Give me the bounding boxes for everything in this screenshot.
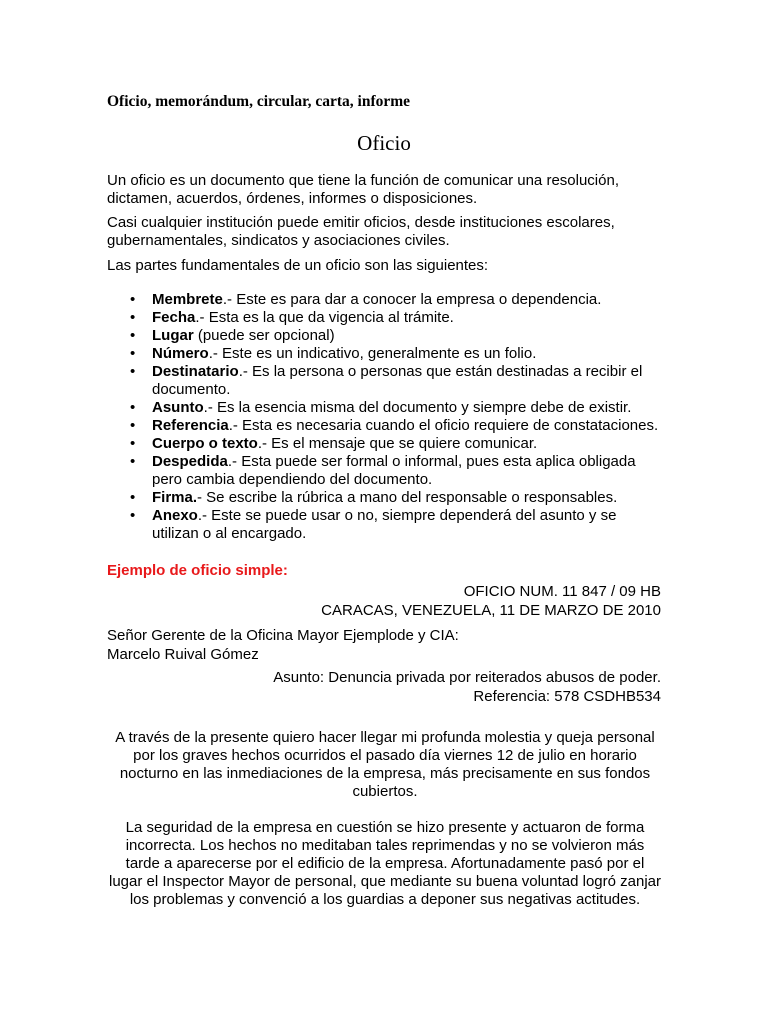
list-item	[107, 327, 667, 345]
recipient-block	[107, 627, 459, 664]
text-line: los problemas y convenció a los guardias a deponer sus negativas actitudes.	[129, 891, 641, 908]
part-description: .- Esta es la que da vigencia al trámite.	[195, 309, 454, 326]
text-line: por los graves hechos ocurridos el pasado día viernes 12 de julio en horario	[133, 747, 637, 764]
bullet-icon: •	[130, 345, 136, 362]
part-description: .- Es la esencia misma del documento y siempre debe de existir.	[203, 399, 632, 416]
part-description: (puede ser opcional)	[193, 327, 335, 344]
text-line: incorrecta. Los hechos no meditaban tales reprimendas y no se volvieron más	[125, 837, 645, 854]
list-item	[107, 291, 667, 309]
part-description: .- Este es un indicativo, generalmente es un folio.	[208, 345, 537, 362]
part-term: Despedida	[152, 453, 228, 470]
recipient-title: Señor Gerente de la Oficina Mayor Ejemplode y CIA:	[107, 627, 459, 644]
text-line: dictamen, acuerdos, órdenes, informes o disposiciones.	[107, 190, 478, 207]
part-term: Anexo	[152, 507, 198, 524]
letter-body-paragraph-1	[104, 729, 666, 801]
part-term: Cuerpo o texto	[152, 435, 258, 452]
text-line: A través de la presente quiero hacer llegar mi profunda molestia y queja personal	[115, 729, 655, 746]
text-line: nocturno en las inmediaciones de la empresa, más precisamente en sus fondos	[119, 765, 651, 782]
subject-line: Asunto: Denuncia privada por reiterados abusos de poder.	[273, 669, 661, 686]
list-item	[107, 489, 667, 507]
letter-header	[321, 583, 661, 620]
list-item	[107, 507, 667, 543]
bullet-icon: •	[130, 489, 136, 506]
part-description: .- Es el mensaje que se quiere comunicar.	[257, 435, 538, 452]
document-heading: Oficio, memorándum, circular, carta, informe	[107, 93, 411, 110]
reference-line: Referencia: 578 CSDHB534	[473, 687, 661, 705]
part-term: Referencia	[152, 417, 229, 434]
page-title: Oficio	[357, 131, 411, 155]
part-term: Lugar	[152, 327, 194, 344]
example-heading: Ejemplo de oficio simple:	[107, 562, 288, 579]
office-number: OFICIO NUM. 11 847 / 09 HB	[463, 583, 661, 600]
subject-block	[273, 669, 661, 706]
intro-paragraph-3: Las partes fundamentales de un oficio son las siguientes:	[107, 257, 489, 274]
text-line: cubiertos.	[352, 783, 418, 800]
list-item	[107, 345, 667, 363]
text-line: lugar el Inspector Mayor de personal, que mediante su buena voluntad logró zanjar	[108, 873, 661, 890]
bullet-icon: •	[130, 363, 136, 380]
intro-paragraph-2	[107, 214, 667, 250]
part-description: - Se escribe la rúbrica a mano del responsable o responsables.	[197, 489, 618, 506]
part-description-continued: utilizan o al encargado.	[152, 525, 307, 542]
part-description-continued: documento.	[152, 381, 231, 398]
part-term: Fecha	[152, 309, 196, 326]
list-item	[107, 309, 667, 327]
recipient-name: Marcelo Ruival Gómez	[107, 645, 259, 663]
text-line: gubernamentales, sindicatos y asociaciones civiles.	[107, 232, 450, 249]
part-term: Firma.	[152, 489, 198, 506]
list-item	[107, 417, 667, 435]
letter-body-paragraph-2	[104, 819, 666, 909]
text-line: Casi cualquier institución puede emitir oficios, desde instituciones escolares,	[107, 214, 615, 231]
bullet-icon: •	[130, 327, 136, 344]
intro-paragraph-1	[107, 172, 667, 208]
bullet-icon: •	[130, 399, 136, 416]
part-description: .- Es la persona o personas que están destinadas a recibir el	[238, 363, 643, 380]
bullet-icon: •	[130, 417, 136, 434]
place-date: CARACAS, VENEZUELA, 11 DE MARZO DE 2010	[321, 601, 661, 619]
list-item	[107, 399, 667, 417]
part-term: Asunto	[152, 399, 204, 416]
part-description: .- Este es para dar a conocer la empresa o dependencia.	[222, 291, 602, 308]
parts-list	[107, 291, 667, 543]
text-line: La seguridad de la empresa en cuestión se hizo presente y actuaron de forma	[125, 819, 645, 836]
part-term: Membrete	[152, 291, 223, 308]
list-item	[107, 453, 667, 489]
list-item	[107, 435, 667, 453]
bullet-icon: •	[130, 435, 136, 452]
part-description: .- Esta es necesaria cuando el oficio requiere de constataciones.	[228, 417, 659, 434]
part-description: .- Esta puede ser formal o informal, pues esta aplica obligada	[227, 453, 636, 470]
bullet-icon: •	[130, 291, 136, 308]
part-term: Número	[152, 345, 209, 362]
part-term: Destinatario	[152, 363, 239, 380]
text-line: Un oficio es un documento que tiene la función de comunicar una resolución,	[107, 172, 619, 189]
bullet-icon: •	[130, 507, 136, 524]
bullet-icon: •	[130, 453, 136, 470]
text-line: tarde a aparecerse por el edificio de la empresa. Afortunadamente pasó por el	[125, 855, 645, 872]
part-description: .- Este se puede usar o no, siempre dependerá del asunto y se	[197, 507, 617, 524]
part-description-continued: pero cambia dependiendo del documento.	[152, 471, 433, 488]
bullet-icon: •	[130, 309, 136, 326]
list-item	[107, 363, 667, 399]
